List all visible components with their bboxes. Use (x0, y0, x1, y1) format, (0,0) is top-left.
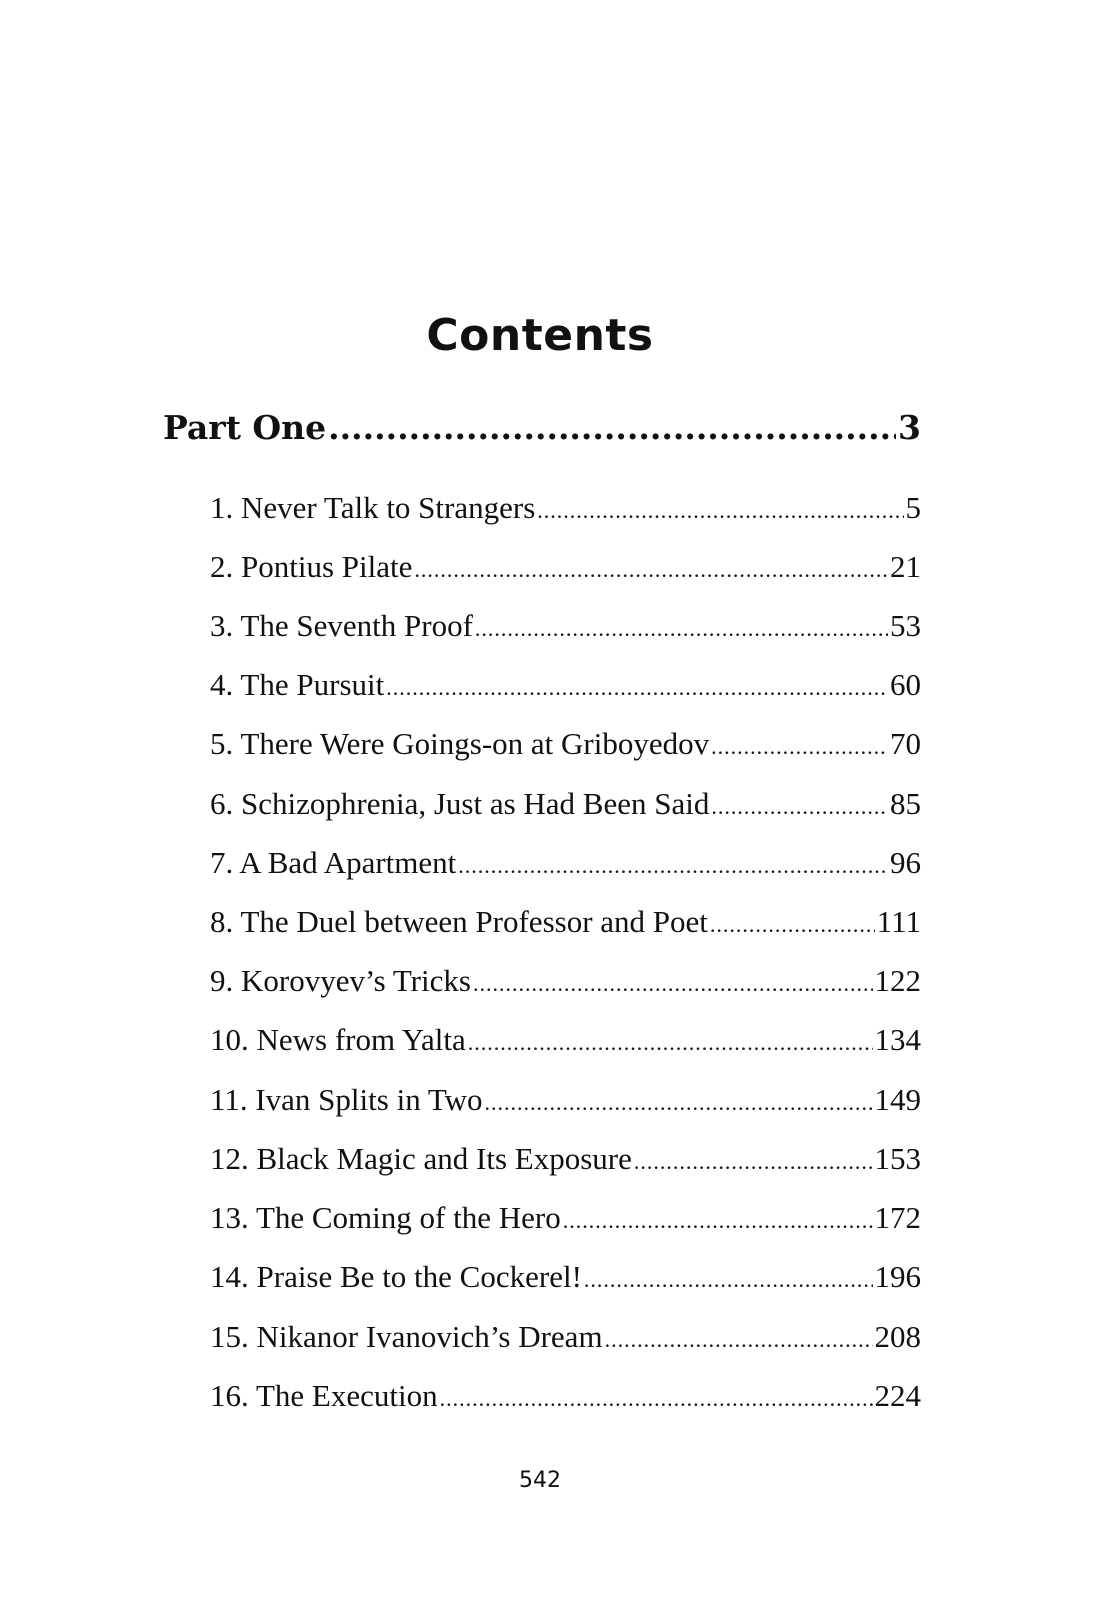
toc-chapter-entry (210, 1019, 921, 1061)
chapter-page-number: 96 (890, 845, 921, 880)
dot-leader (440, 1378, 873, 1417)
page-title: Contents (426, 310, 654, 361)
chapter-title: 10. News from Yalta (210, 1022, 466, 1057)
dot-leader (475, 608, 888, 647)
chapter-title: 9. Korovyev’s Tricks (210, 963, 471, 998)
toc-chapter-entry (210, 1138, 921, 1180)
page-number-footer: 542 (519, 1468, 561, 1493)
chapter-page-number: 21 (890, 549, 921, 584)
dot-leader (605, 1319, 873, 1358)
chapter-page-number: 122 (874, 963, 921, 998)
toc-part-entry (163, 402, 921, 454)
toc-chapter-entry (210, 664, 921, 706)
dot-leader (414, 549, 888, 588)
toc-chapter-entry (210, 605, 921, 647)
part-page-number: 3 (898, 408, 921, 447)
chapter-page-number: 134 (874, 1022, 921, 1057)
chapter-page-number: 196 (874, 1259, 921, 1294)
dot-leader (328, 402, 896, 454)
toc-chapter-entry (210, 1375, 921, 1417)
dot-leader (386, 667, 888, 706)
dot-leader (634, 1141, 873, 1180)
chapter-title: 15. Nikanor Ivanovich’s Dream (210, 1319, 603, 1354)
chapter-title: 12. Black Magic and Its Exposure (210, 1141, 632, 1176)
toc-chapter-entry (210, 723, 921, 765)
toc-chapter-entry (210, 1079, 921, 1121)
chapter-page-number: 111 (876, 904, 921, 939)
chapter-title: 8. The Duel between Professor and Poet (210, 904, 708, 939)
chapter-title: 4. The Pursuit (210, 667, 385, 702)
toc-chapter-entry (210, 842, 921, 884)
toc-chapter-entry (210, 1197, 921, 1239)
chapter-page-number: 60 (890, 667, 921, 702)
toc-chapter-entry (210, 960, 921, 1002)
chapter-title: 16. The Execution (210, 1378, 438, 1413)
chapter-title: 7. A Bad Apartment (210, 845, 457, 880)
chapter-title: 2. Pontius Pilate (210, 549, 413, 584)
chapter-page-number: 224 (874, 1378, 921, 1413)
chapter-page-number: 70 (890, 726, 921, 761)
dot-leader (711, 726, 888, 765)
toc-chapter-entry (210, 1256, 921, 1298)
toc-chapter-entry (210, 1316, 921, 1358)
dot-leader (473, 963, 873, 1002)
chapter-title: 3. The Seventh Proof (210, 608, 473, 643)
chapter-page-number: 53 (890, 608, 921, 643)
chapter-page-number: 85 (890, 786, 921, 821)
chapter-page-number: 172 (874, 1200, 921, 1235)
chapter-title: 6. Schizophrenia, Just as Had Been Said (210, 786, 710, 821)
dot-leader (710, 904, 875, 943)
toc-chapter-entry (210, 901, 921, 943)
chapter-title: 13. The Coming of the Hero (210, 1200, 561, 1235)
chapter-title: 5. There Were Goings-on at Griboyedov (210, 726, 710, 761)
chapter-page-number: 153 (874, 1141, 921, 1176)
dot-leader (485, 1082, 873, 1121)
dot-leader (537, 490, 903, 529)
dot-leader (584, 1259, 873, 1298)
toc-chapter-entry (210, 783, 921, 825)
dot-leader (563, 1200, 873, 1239)
dot-leader (711, 786, 888, 825)
part-label: Part One (163, 408, 327, 447)
chapter-page-number: 208 (874, 1319, 921, 1354)
chapter-title: 14. Praise Be to the Cockerel! (210, 1259, 582, 1294)
chapter-title: 11. Ivan Splits in Two (210, 1082, 483, 1117)
toc-chapter-entry (210, 487, 921, 529)
toc-chapter-entry (210, 546, 921, 588)
chapter-page-number: 5 (905, 490, 921, 525)
dot-leader (458, 845, 888, 884)
chapter-page-number: 149 (874, 1082, 921, 1117)
chapter-title: 1. Never Talk to Strangers (210, 490, 536, 525)
dot-leader (468, 1022, 873, 1061)
